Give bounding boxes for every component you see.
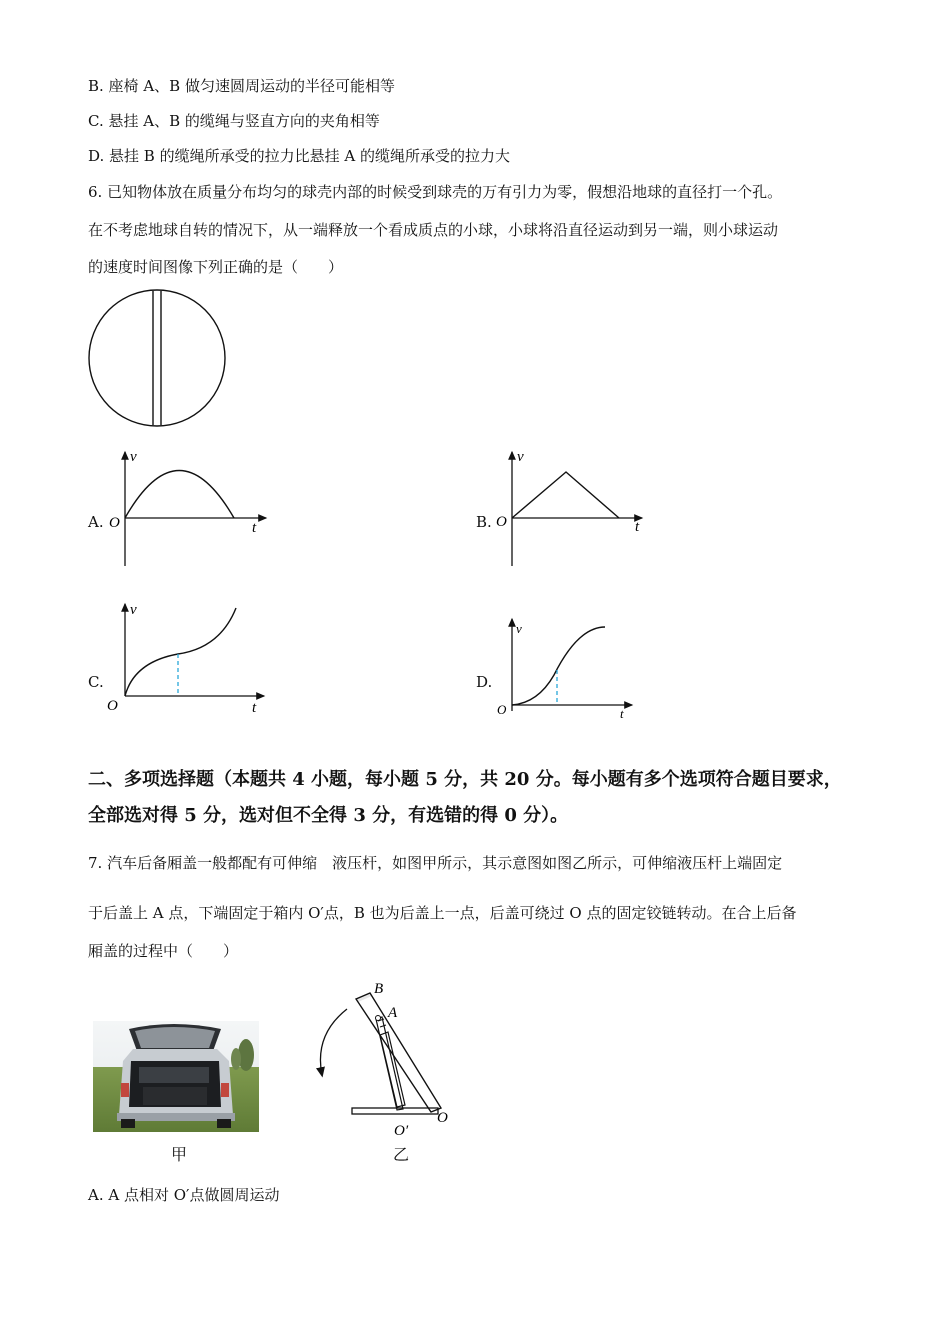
diagram-label-a: A xyxy=(388,1005,398,1021)
q6-stem-line2: 在不考虑地球自转的情况下，从一端释放一个看成质点的小球，小球将沿直径运动到另一端，则小球运动 xyxy=(88,221,779,239)
option-d-prev: D. 悬挂 B 的缆绳所承受的拉力比悬挂 A 的缆绳所承受的拉力大 xyxy=(88,147,510,165)
diagram-label-o-prime: O′ xyxy=(394,1123,409,1139)
graph-c-origin: O xyxy=(107,698,118,714)
q7-stem-line1: 7. 汽车后备厢盖一般都配有可伸缩 液压杆，如图甲所示，其示意图如图乙所示，可伸缩液压杆上端固定 xyxy=(88,854,783,872)
graph-b-t-label: t xyxy=(635,519,640,535)
car-photo xyxy=(93,1021,259,1132)
option-b-prev: B. 座椅 A、B 做匀速圆周运动的半径可能相等 xyxy=(88,77,395,95)
graph-a xyxy=(104,448,279,568)
graph-a-v-label: v xyxy=(130,449,137,465)
fig-jia-caption: 甲 xyxy=(171,1145,188,1164)
section2-heading-line1: 二、多项选择题（本题共 4 小题，每小题 5 分，共 20 分。每小题有多个选项符合题目要求， xyxy=(88,769,842,790)
graph-b xyxy=(492,448,652,568)
graph-d-v-label: v xyxy=(516,621,522,636)
graph-c-v-label: v xyxy=(130,602,137,618)
graph-d-t-label: t xyxy=(620,706,624,721)
q6-stem-line1: 6. 已知物体放在质量分布均匀的球壳内部的时候受到球壳的万有引力为零，假想沿地球的直径打一个孔。 xyxy=(88,183,783,201)
choice-c-label: C. xyxy=(88,673,104,691)
earth-diagram xyxy=(86,289,226,429)
graph-c xyxy=(104,600,274,720)
graph-b-v-label: v xyxy=(517,449,524,465)
graph-a-t-label: t xyxy=(252,520,257,536)
choice-b-label: B. xyxy=(476,513,492,531)
choice-a-label: A. xyxy=(88,513,104,531)
q6-stem-line3: 的速度时间图像下列正确的是（ ） xyxy=(88,258,344,276)
q7-option-a: A. A 点相对 O′点做圆周运动 xyxy=(88,1186,280,1204)
trunk-lid-diagram xyxy=(300,975,470,1145)
section2-heading-line2: 全部选对得 5 分，选对但不全得 3 分，有选错的得 0 分）。 xyxy=(88,805,569,826)
q7-stem-line3: 厢盖的过程中（ ） xyxy=(88,942,239,960)
diagram-label-b: B xyxy=(374,981,384,997)
choice-d-label: D. xyxy=(476,673,493,691)
q7-stem-line2: 于后盖上 A 点，下端固定于箱内 O′点，B 也为后盖上一点，后盖可绕过 O 点的固定铰链转动。在合上后备 xyxy=(88,904,797,922)
diagram-label-o: O xyxy=(437,1110,448,1126)
graph-d xyxy=(492,615,642,725)
graph-c-t-label: t xyxy=(252,700,257,716)
fig-yi-caption: 乙 xyxy=(393,1145,410,1164)
graph-b-origin: O xyxy=(496,514,507,530)
option-c-prev: C. 悬挂 A、B 的缆绳与竖直方向的夹角相等 xyxy=(88,112,380,130)
graph-a-origin: O xyxy=(109,515,120,531)
graph-d-origin: O xyxy=(497,702,507,717)
